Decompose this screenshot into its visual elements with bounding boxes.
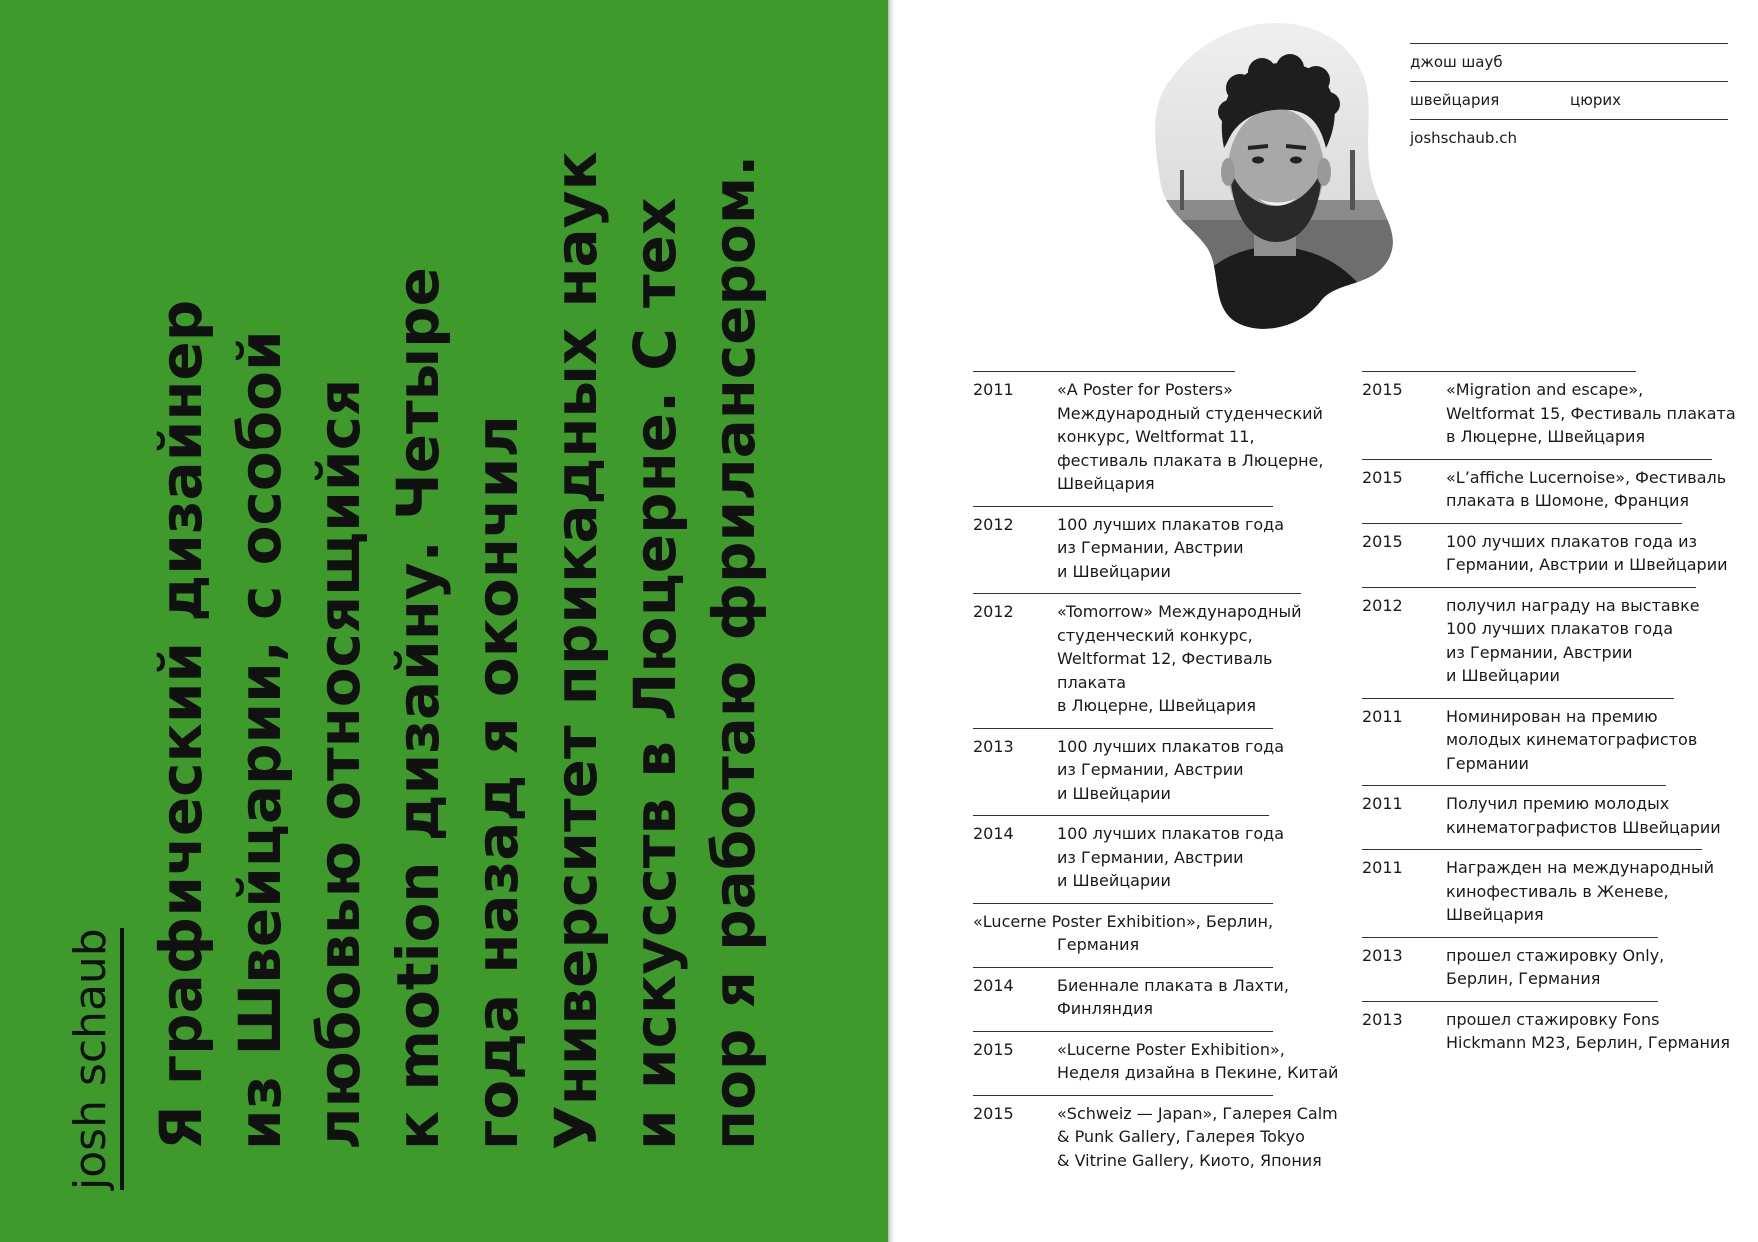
award-text: Финляндия	[1057, 999, 1154, 1018]
award-entry	[1362, 698, 1742, 786]
award-year: 2013	[973, 736, 1014, 756]
award-entry	[1362, 849, 1742, 937]
award-text: молодых кинематографистов	[1446, 730, 1698, 749]
award-text: 100 лучших плакатов года	[1446, 619, 1674, 638]
award-entry	[973, 815, 1343, 903]
award-text: «Lucerne Poster Exhibition», Берлин,	[973, 911, 1274, 931]
award-text: «Migration and escape»,	[1446, 380, 1644, 399]
award-text: Биеннале плаката в Лахти,	[1057, 975, 1289, 995]
contact-name: джош шауб	[1410, 53, 1503, 71]
award-text: Германии, Австрии и Швейцарии	[1446, 555, 1728, 574]
award-text: кинематографистов Швейцарии	[1446, 817, 1721, 837]
award-entry	[973, 728, 1343, 816]
award-text: Швейцария	[1446, 905, 1544, 924]
award-entry	[973, 371, 1343, 506]
award-text: Международный студенческий	[1057, 403, 1323, 423]
award-text: кинофестиваль в Женеве,	[1446, 881, 1669, 901]
award-year: 2012	[973, 602, 1014, 621]
award-text: 100 лучших плакатов года	[1057, 824, 1285, 843]
award-text: прошел стажировку Only,	[1446, 945, 1665, 965]
award-entry	[1362, 371, 1742, 459]
awards-right-column	[1362, 371, 1742, 1065]
award-year: 2012	[1362, 595, 1403, 615]
award-text: получил награду на выставке	[1446, 595, 1700, 615]
award-text: 100 лучших плакатов года	[1057, 514, 1285, 534]
bio-line: года назад я окончил	[463, 415, 531, 1150]
award-text: конкурс, Weltformat 11,	[1057, 427, 1255, 446]
award-year: 2011	[1362, 706, 1403, 726]
award-text: и Швейцарии	[1057, 871, 1171, 890]
award-entry	[973, 903, 1343, 967]
award-entry	[973, 1095, 1343, 1183]
bio-line: Я графический дизайнер	[147, 299, 215, 1150]
award-text: «Lucerne Poster Exhibition»,	[1057, 1039, 1285, 1059]
award-text: & Punk Gallery, Галерея Tokyo	[1057, 1127, 1305, 1146]
award-text: «Tomorrow» Международный	[1057, 602, 1302, 621]
award-text: из Германии, Австрии	[1057, 538, 1244, 557]
award-text: Германия	[1057, 935, 1140, 954]
award-text: Weltformat 15, Фестиваль плаката	[1446, 403, 1736, 423]
award-text: Hickmann M23, Берлин, Германия	[1446, 1033, 1730, 1052]
award-text: & Vitrine Gallery, Киото, Япония	[1057, 1150, 1322, 1170]
page-gutter	[888, 0, 894, 1242]
award-text: из Германии, Австрии	[1057, 760, 1244, 779]
award-text: в Люцерне, Швейцария	[1446, 427, 1646, 446]
bio-line: любовью относящийся	[305, 378, 373, 1150]
bio-line: и искусств в Люцерне. С тех	[621, 197, 689, 1150]
award-text: 100 лучших плакатов года из	[1446, 531, 1698, 551]
award-year: 2015	[1362, 467, 1403, 487]
award-text: «Schweiz — Japan», Галерея Calm	[1057, 1103, 1338, 1123]
award-text: фестиваль плаката в Люцерне,	[1057, 450, 1324, 470]
award-entry	[1362, 785, 1742, 849]
award-text: студенческий конкурс,	[1057, 625, 1253, 645]
award-entry	[973, 506, 1343, 594]
award-text: Берлин, Германия	[1446, 969, 1601, 988]
award-text: из Германии, Австрии	[1446, 642, 1633, 662]
award-text: и Швейцарии	[1057, 561, 1171, 581]
website-link[interactable]: joshschaub.ch	[1410, 129, 1517, 147]
bio-text	[142, 0, 774, 1150]
bio-line: к motion дизайну. Четыре	[384, 267, 452, 1150]
bio-line: из Швейцарии, с особой	[226, 330, 294, 1150]
award-entry	[973, 593, 1343, 728]
award-entry	[973, 1031, 1343, 1095]
award-year: 2011	[1362, 794, 1403, 813]
award-year: 2012	[973, 514, 1014, 534]
award-text: Швейцария	[1057, 474, 1155, 493]
award-year: 2011	[1362, 858, 1403, 877]
designer-name: josh schaub	[62, 928, 124, 1190]
bio-line: пор я работаю фрилансером.	[700, 154, 768, 1150]
awards-left-column	[973, 371, 1343, 1182]
award-text: «L’affiche Lucernoise», Фестиваль	[1446, 467, 1727, 487]
contact-row-location	[1410, 81, 1728, 119]
award-year: 2013	[1362, 945, 1403, 965]
award-text: и Швейцарии	[1057, 783, 1171, 803]
award-entry	[1362, 459, 1742, 523]
award-text: 100 лучших плакатов года	[1057, 736, 1285, 756]
award-entry	[1362, 937, 1742, 1001]
rotated-text-block	[0, 0, 888, 1190]
award-year: 2015	[973, 1103, 1014, 1123]
award-year: 2014	[973, 824, 1014, 843]
bio-line: Университет прикадных наук	[542, 151, 610, 1150]
award-entry	[1362, 587, 1742, 698]
award-year: 2015	[1362, 380, 1403, 399]
award-text: «A Poster for Posters»	[1057, 380, 1233, 399]
award-text: в Люцерне, Швейцария	[1057, 696, 1257, 715]
award-text: плаката в Шомоне, Франция	[1446, 491, 1690, 510]
award-year: 2011	[973, 380, 1014, 399]
contact-row-website	[1410, 119, 1728, 147]
award-text: и Швейцарии	[1446, 666, 1560, 685]
award-year: 2014	[973, 975, 1014, 995]
contact-city: цюрих	[1570, 91, 1621, 109]
award-year: 2015	[973, 1039, 1014, 1059]
award-year: 2015	[1362, 531, 1403, 551]
award-text: Weltformat 12, Фестиваль плаката	[1057, 649, 1273, 692]
award-year: 2013	[1362, 1009, 1403, 1029]
award-entry	[1362, 523, 1742, 587]
award-text: прошел стажировку Fons	[1446, 1009, 1660, 1029]
contact-row-name	[1410, 43, 1728, 81]
contact-block	[1410, 43, 1728, 147]
award-text: Получил премию молодых	[1446, 794, 1670, 813]
award-text: Германии	[1446, 753, 1529, 773]
award-text: Неделя дизайна в Пекине, Китай	[1057, 1063, 1339, 1082]
portrait-photo	[1150, 20, 1398, 332]
contact-country: швейцария	[1410, 91, 1500, 109]
award-text: Награжден на международный	[1446, 858, 1715, 877]
award-text: Номинирован на премию	[1446, 706, 1658, 726]
award-entry	[973, 967, 1343, 1031]
award-entry	[1362, 1001, 1742, 1065]
award-text: из Германии, Австрии	[1057, 847, 1244, 867]
